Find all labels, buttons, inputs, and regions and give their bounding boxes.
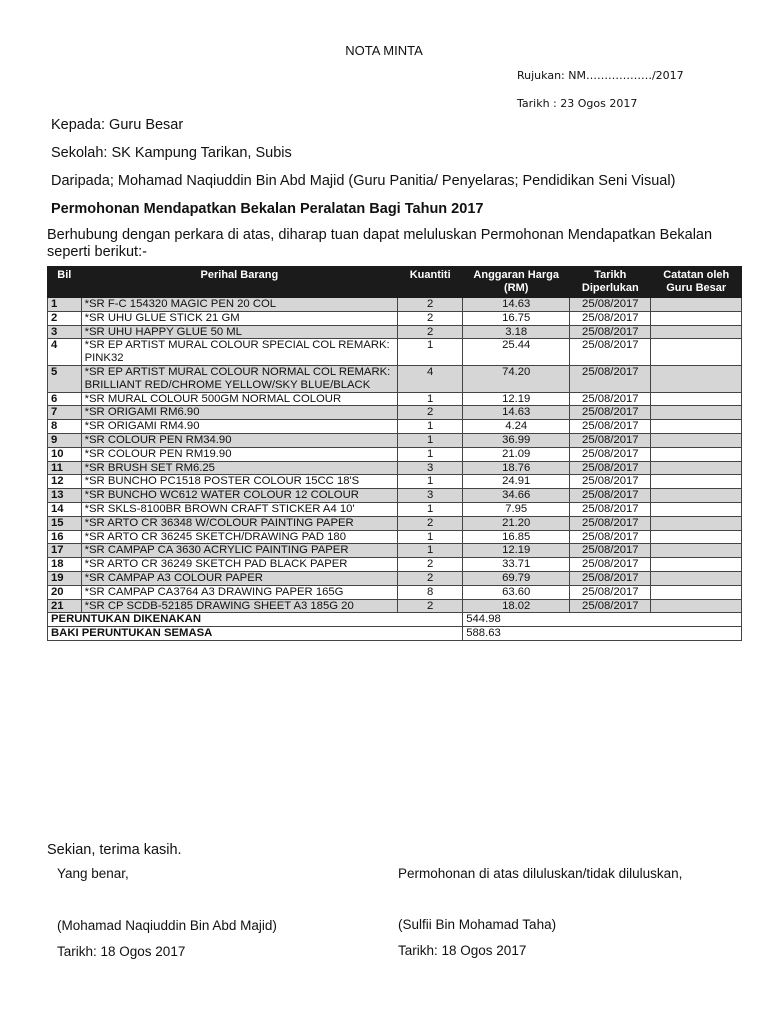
cell-quantity: 2 bbox=[398, 571, 463, 585]
table-row bbox=[48, 585, 742, 599]
cell-date: 25/08/2017 bbox=[570, 392, 651, 406]
cell-bil: 13 bbox=[48, 489, 82, 503]
cell-date: 25/08/2017 bbox=[570, 298, 651, 312]
cell-date: 25/08/2017 bbox=[570, 311, 651, 325]
cell-note bbox=[651, 461, 742, 475]
cell-note bbox=[651, 530, 742, 544]
cell-date: 25/08/2017 bbox=[570, 339, 651, 366]
header-perihal: Perihal Barang bbox=[81, 267, 398, 298]
cell-item: *SR UHU HAPPY GLUE 50 ML bbox=[81, 325, 398, 339]
cell-price: 34.66 bbox=[463, 489, 570, 503]
cell-bil: 12 bbox=[48, 475, 82, 489]
cell-quantity: 1 bbox=[398, 433, 463, 447]
approver-name: (Sulfii Bin Mohamad Taha) bbox=[398, 917, 557, 932]
cell-price: 21.20 bbox=[463, 516, 570, 530]
cell-date: 25/08/2017 bbox=[570, 544, 651, 558]
cell-item: *SR EP ARTIST MURAL COLOUR SPECIAL COL REMARK: PINK32 bbox=[81, 339, 398, 366]
cell-item: *SR CP SCDB-52185 DRAWING SHEET A3 185G 20 bbox=[81, 599, 398, 613]
cell-date: 25/08/2017 bbox=[570, 585, 651, 599]
table-row bbox=[48, 461, 742, 475]
cell-bil: 9 bbox=[48, 433, 82, 447]
cell-note bbox=[651, 599, 742, 613]
school-line: Sekolah: SK Kampung Tarikan, Subis bbox=[51, 145, 292, 161]
cell-quantity: 1 bbox=[398, 420, 463, 434]
items-table bbox=[47, 266, 742, 641]
cell-price: 21.09 bbox=[463, 447, 570, 461]
cell-note bbox=[651, 516, 742, 530]
cell-item: *SR BUNCHO WC612 WATER COLOUR 12 COLOUR bbox=[81, 489, 398, 503]
cell-bil: 5 bbox=[48, 365, 82, 392]
cell-quantity: 1 bbox=[398, 502, 463, 516]
cell-quantity: 1 bbox=[398, 475, 463, 489]
cell-note bbox=[651, 406, 742, 420]
cell-quantity: 2 bbox=[398, 298, 463, 312]
table-row bbox=[48, 447, 742, 461]
document-title: NOTA MINTA bbox=[345, 43, 423, 58]
cell-item: *SR ARTO CR 36348 W/COLOUR PAINTING PAPER bbox=[81, 516, 398, 530]
cell-quantity: 4 bbox=[398, 365, 463, 392]
sender-name: (Mohamad Naqiuddin Bin Abd Majid) bbox=[57, 918, 277, 933]
cell-price: 25.44 bbox=[463, 339, 570, 366]
cell-item: *SR UHU GLUE STICK 21 GM bbox=[81, 311, 398, 325]
header-catatan: Catatan oleh Guru Besar bbox=[651, 267, 742, 298]
cell-quantity: 3 bbox=[398, 489, 463, 503]
cell-item: *SR MURAL COLOUR 500GM NORMAL COLOUR bbox=[81, 392, 398, 406]
header-harga: Anggaran Harga (RM) bbox=[463, 267, 570, 298]
recipient-line: Kepada: Guru Besar bbox=[51, 117, 184, 133]
cell-price: 7.95 bbox=[463, 502, 570, 516]
header-tarikh: Tarikh Diperlukan bbox=[570, 267, 651, 298]
cell-price: 3.18 bbox=[463, 325, 570, 339]
cell-note bbox=[651, 558, 742, 572]
cell-bil: 20 bbox=[48, 585, 82, 599]
cell-date: 25/08/2017 bbox=[570, 502, 651, 516]
table-row bbox=[48, 502, 742, 516]
cell-date: 25/08/2017 bbox=[570, 461, 651, 475]
cell-price: 14.63 bbox=[463, 406, 570, 420]
intro-paragraph: Berhubung dengan perkara di atas, diharap tuan dapat meluluskan Permohonan Mendapatkan Bekalan seperti berikut:- bbox=[47, 227, 713, 260]
cell-bil: 6 bbox=[48, 392, 82, 406]
cell-item: *SR CAMPAP CA3764 A3 DRAWING PAPER 165G bbox=[81, 585, 398, 599]
cell-item: *SR ORIGAMI RM6.90 bbox=[81, 406, 398, 420]
table-row bbox=[48, 544, 742, 558]
cell-price: 16.85 bbox=[463, 530, 570, 544]
table-row bbox=[48, 530, 742, 544]
cell-date: 25/08/2017 bbox=[570, 447, 651, 461]
reference-number: Rujukan: NM………………/2017 bbox=[517, 69, 684, 82]
cell-price: 74.20 bbox=[463, 365, 570, 392]
header-bil: Bil bbox=[48, 267, 82, 298]
cell-note bbox=[651, 339, 742, 366]
cell-item: *SR CAMPAP A3 COLOUR PAPER bbox=[81, 571, 398, 585]
balance-label: BAKI PERUNTUKAN SEMASA bbox=[48, 627, 463, 641]
cell-bil: 7 bbox=[48, 406, 82, 420]
cell-price: 12.19 bbox=[463, 392, 570, 406]
cell-date: 25/08/2017 bbox=[570, 365, 651, 392]
cell-item: *SR F-C 154320 MAGIC PEN 20 COL bbox=[81, 298, 398, 312]
cell-date: 25/08/2017 bbox=[570, 433, 651, 447]
cell-bil: 3 bbox=[48, 325, 82, 339]
table-row bbox=[48, 420, 742, 434]
cell-bil: 19 bbox=[48, 571, 82, 585]
cell-item: *SR ARTO CR 36249 SKETCH PAD BLACK PAPER bbox=[81, 558, 398, 572]
cell-date: 25/08/2017 bbox=[570, 325, 651, 339]
approver-date: Tarikh: 18 Ogos 2017 bbox=[398, 943, 527, 958]
table-row bbox=[48, 489, 742, 503]
cell-note bbox=[651, 585, 742, 599]
cell-quantity: 2 bbox=[398, 599, 463, 613]
cell-price: 18.76 bbox=[463, 461, 570, 475]
cell-item: *SR ARTO CR 36245 SKETCH/DRAWING PAD 180 bbox=[81, 530, 398, 544]
sender-line: Daripada; Mohamad Naqiuddin Bin Abd Majid (Guru Panitia/ Penyelaras; Pendidikan Seni Visual) bbox=[51, 173, 676, 189]
cell-note bbox=[651, 502, 742, 516]
cell-date: 25/08/2017 bbox=[570, 420, 651, 434]
cell-price: 14.63 bbox=[463, 298, 570, 312]
cell-bil: 21 bbox=[48, 599, 82, 613]
cell-date: 25/08/2017 bbox=[570, 475, 651, 489]
cell-date: 25/08/2017 bbox=[570, 558, 651, 572]
cell-price: 18.02 bbox=[463, 599, 570, 613]
cell-date: 25/08/2017 bbox=[570, 599, 651, 613]
cell-quantity: 2 bbox=[398, 558, 463, 572]
cell-bil: 1 bbox=[48, 298, 82, 312]
cell-item: *SR EP ARTIST MURAL COLOUR NORMAL COL REMARK: BRILLIANT RED/CHROME YELLOW/SKY BLUE/BLACK bbox=[81, 365, 398, 392]
cell-price: 33.71 bbox=[463, 558, 570, 572]
cell-item: *SR ORIGAMI RM4.90 bbox=[81, 420, 398, 434]
cell-note bbox=[651, 325, 742, 339]
cell-quantity: 1 bbox=[398, 339, 463, 366]
cell-note bbox=[651, 298, 742, 312]
cell-bil: 16 bbox=[48, 530, 82, 544]
cell-note bbox=[651, 544, 742, 558]
cell-price: 4.24 bbox=[463, 420, 570, 434]
cell-note bbox=[651, 433, 742, 447]
cell-quantity: 2 bbox=[398, 311, 463, 325]
cell-quantity: 1 bbox=[398, 447, 463, 461]
approval-statement: Permohonan di atas diluluskan/tidak diluluskan, bbox=[398, 866, 683, 881]
cell-note bbox=[651, 447, 742, 461]
cell-date: 25/08/2017 bbox=[570, 530, 651, 544]
cell-date: 25/08/2017 bbox=[570, 406, 651, 420]
allocation-value: 544.98 bbox=[463, 613, 742, 627]
table-row bbox=[48, 406, 742, 420]
table-row bbox=[48, 298, 742, 312]
cell-date: 25/08/2017 bbox=[570, 516, 651, 530]
table-row bbox=[48, 558, 742, 572]
cell-note bbox=[651, 420, 742, 434]
cell-bil: 18 bbox=[48, 558, 82, 572]
table-row bbox=[48, 325, 742, 339]
table-row bbox=[48, 433, 742, 447]
cell-quantity: 8 bbox=[398, 585, 463, 599]
table-row bbox=[48, 365, 742, 392]
allocation-row bbox=[48, 613, 742, 627]
cell-quantity: 2 bbox=[398, 516, 463, 530]
cell-quantity: 1 bbox=[398, 544, 463, 558]
cell-note bbox=[651, 311, 742, 325]
cell-bil: 8 bbox=[48, 420, 82, 434]
table-row bbox=[48, 311, 742, 325]
header-kuantiti: Kuantiti bbox=[398, 267, 463, 298]
cell-item: *SR BRUSH SET RM6.25 bbox=[81, 461, 398, 475]
cell-quantity: 1 bbox=[398, 392, 463, 406]
cell-bil: 10 bbox=[48, 447, 82, 461]
cell-item: *SR COLOUR PEN RM34.90 bbox=[81, 433, 398, 447]
cell-note bbox=[651, 571, 742, 585]
cell-note bbox=[651, 365, 742, 392]
closing-text: Sekian, terima kasih. bbox=[47, 842, 182, 858]
cell-bil: 15 bbox=[48, 516, 82, 530]
cell-price: 69.79 bbox=[463, 571, 570, 585]
cell-bil: 14 bbox=[48, 502, 82, 516]
table-row bbox=[48, 392, 742, 406]
allocation-label: PERUNTUKAN DIKENAKAN bbox=[48, 613, 463, 627]
table-row bbox=[48, 339, 742, 366]
cell-bil: 11 bbox=[48, 461, 82, 475]
document-date: Tarikh : 23 Ogos 2017 bbox=[517, 97, 638, 110]
cell-note bbox=[651, 392, 742, 406]
cell-bil: 17 bbox=[48, 544, 82, 558]
cell-date: 25/08/2017 bbox=[570, 571, 651, 585]
cell-item: *SR BUNCHO PC1518 POSTER COLOUR 15CC 18'S bbox=[81, 475, 398, 489]
cell-price: 63.60 bbox=[463, 585, 570, 599]
cell-price: 36.99 bbox=[463, 433, 570, 447]
cell-bil: 2 bbox=[48, 311, 82, 325]
cell-price: 16.75 bbox=[463, 311, 570, 325]
cell-quantity: 2 bbox=[398, 325, 463, 339]
sender-greeting: Yang benar, bbox=[57, 866, 129, 881]
cell-note bbox=[651, 475, 742, 489]
cell-item: *SR COLOUR PEN RM19.90 bbox=[81, 447, 398, 461]
cell-item: *SR CAMPAP CA 3630 ACRYLIC PAINTING PAPER bbox=[81, 544, 398, 558]
cell-price: 12.19 bbox=[463, 544, 570, 558]
subject-heading: Permohonan Mendapatkan Bekalan Peralatan Bagi Tahun 2017 bbox=[51, 201, 484, 217]
cell-quantity: 2 bbox=[398, 406, 463, 420]
table-row bbox=[48, 475, 742, 489]
table-row bbox=[48, 571, 742, 585]
cell-quantity: 1 bbox=[398, 530, 463, 544]
sender-date: Tarikh: 18 Ogos 2017 bbox=[57, 944, 186, 959]
cell-date: 25/08/2017 bbox=[570, 489, 651, 503]
cell-bil: 4 bbox=[48, 339, 82, 366]
table-row bbox=[48, 516, 742, 530]
cell-item: *SR SKLS-8100BR BROWN CRAFT STICKER A4 10' bbox=[81, 502, 398, 516]
balance-row bbox=[48, 627, 742, 641]
table-header-row bbox=[48, 267, 742, 298]
cell-note bbox=[651, 489, 742, 503]
table-row bbox=[48, 599, 742, 613]
cell-price: 24.91 bbox=[463, 475, 570, 489]
balance-value: 588.63 bbox=[463, 627, 742, 641]
cell-quantity: 3 bbox=[398, 461, 463, 475]
